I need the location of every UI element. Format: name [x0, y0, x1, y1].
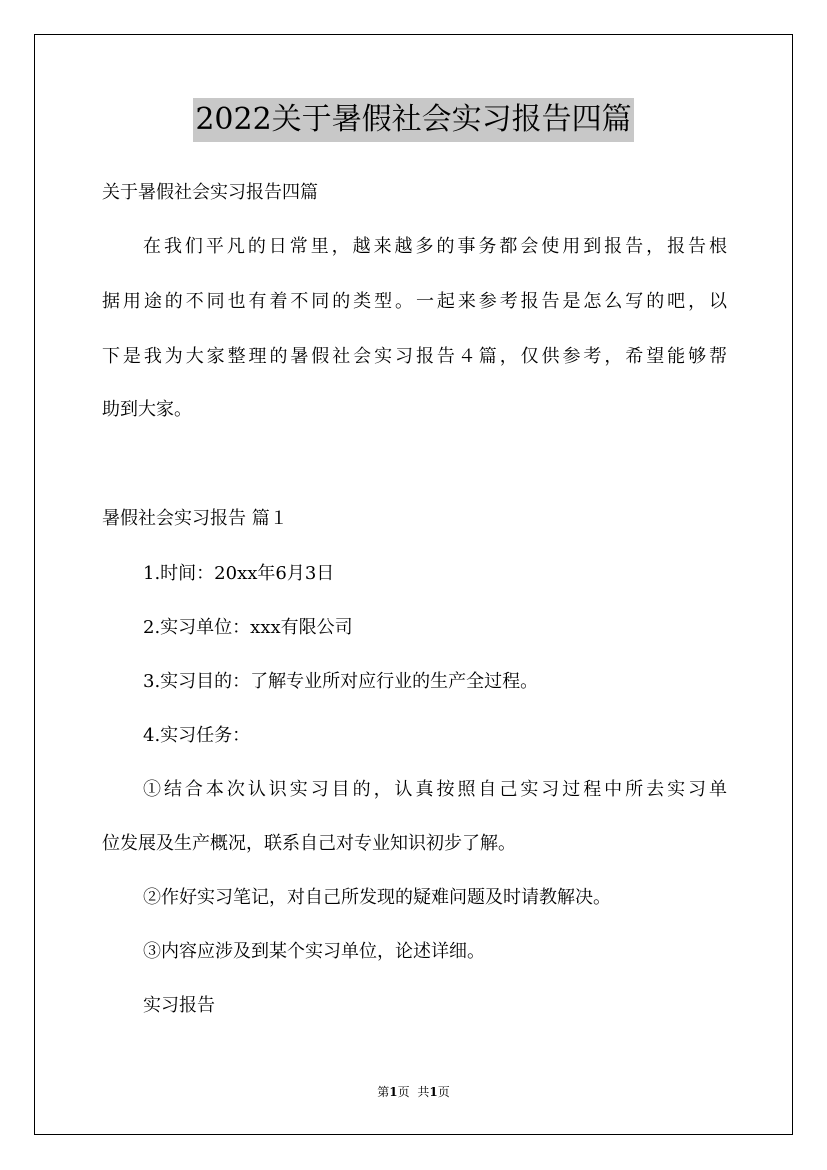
footer-page-prefix: 第 [377, 1085, 390, 1099]
subtitle: 关于暑假社会实习报告四篇 [102, 182, 318, 203]
intro-line-4: 助到大家。 [102, 399, 192, 420]
footer-total-prefix: 共 [417, 1085, 430, 1099]
item-time: 1.时间：20xx年6月3日 [143, 563, 335, 584]
footer-page-suffix: 页 [397, 1085, 410, 1099]
footer-total-suffix: 页 [437, 1085, 450, 1099]
section-heading: 暑假社会实习报告 篇１ [102, 508, 288, 529]
footer-total-number: 1 [429, 1085, 438, 1099]
task-2: ②作好实习笔记，对自己所发现的疑难问题及时请教解决。 [143, 887, 611, 908]
intro-line-2: 据用途的不同也有着不同的类型。一起来参考报告是怎么写的吧，以 [102, 291, 727, 312]
intro-line-3: 下是我为大家整理的暑假社会实习报告４篇，仅供参考，希望能够帮 [102, 346, 727, 367]
page-footer [0, 1084, 827, 1100]
document-title: 2022关于暑假社会实习报告四篇 [193, 98, 633, 142]
footer-page-number: 1 [389, 1085, 398, 1099]
intro-line-1: 在我们平凡的日常里，越来越多的事务都会使用到报告，报告根 [143, 236, 727, 257]
task-3: ③内容应涉及到某个实习单位，论述详细。 [143, 941, 485, 962]
item-purpose: 3.实习目的：了解专业所对应行业的生产全过程。 [143, 671, 539, 692]
task-1-line-2: 位发展及生产概况，联系自己对专业知识初步了解。 [102, 833, 516, 854]
closing-heading: 实习报告 [143, 995, 215, 1016]
task-1-line-1: ①结合本次认识实习目的，认真按照自己实习过程中所去实习单 [143, 779, 727, 800]
item-unit: 2.实习单位：xxx有限公司 [143, 617, 353, 638]
item-task: 4.实习任务： [143, 725, 251, 746]
title-container [0, 98, 827, 142]
